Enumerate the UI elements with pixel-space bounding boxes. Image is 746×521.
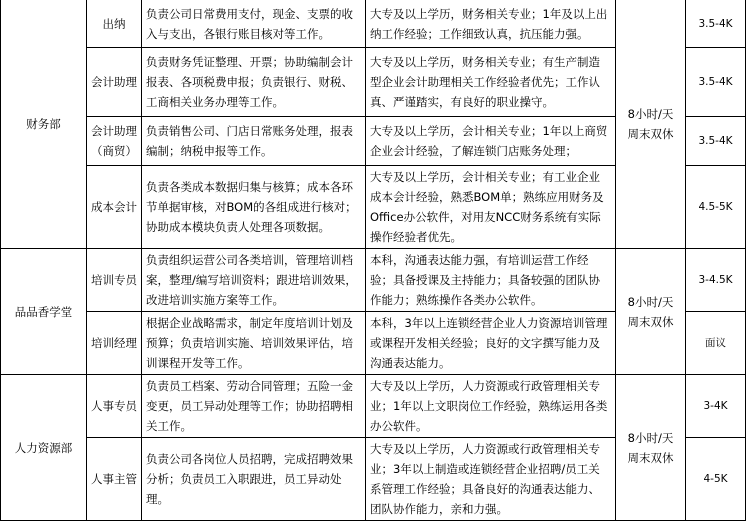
job-requirements: 大专及以上学历，财务相关专业；有生产制造型企业会计助理相关工作经验者优先；工作认真、严谨踏实，有良好的职业操守。 [366,48,616,117]
job-duties: 负责各类成本数据归集与核算；成本各环节单据审核，对BOM的各组成进行核对；协助成本模块负责人处理各项数据。 [142,166,366,249]
position-title [87,0,142,48]
position-title [87,117,142,166]
position-title-line: 会计助理 [91,124,137,138]
job-requirements: 大专及以上学历，人力资源或行政管理相关专业；1年以上文职岗位工作经验，熟练运用各类办公软件。 [366,375,616,438]
working-hours [616,249,686,375]
salary-range: 3.5-4K [686,0,746,48]
department-name: 人力资源部 [1,375,87,521]
working-hours [616,375,686,521]
job-duties: 负责财务凭证整理、开票；协助编制会计报表、各项税费申报；负责银行、财税、工商相关业务办理等工作。 [142,48,366,117]
job-requirements: 大专及以上学历，人力资源或行政管理相关专业；3年以上制造或连锁经营企业招聘/员工关系管理工作经验；具备良好的沟通表达能力、团队协作能力，亲和力强。 [366,438,616,521]
position-title-line: 成本会计 [91,200,137,214]
working-hours-line: 8小时/天 [627,107,674,121]
job-duties: 负责销售公司、门店日常账务处理，报表编制；纳税申报等工作。 [142,117,366,166]
working-hours-line: 周末双休 [627,450,674,465]
job-duties: 负责公司各岗位人员招聘，完成招聘效果分析；负责员工入职跟进，员工异动处理。 [142,438,366,521]
position-title-line: 会计助理 [91,75,137,89]
salary-range: 3.5-4K [686,48,746,117]
position-title [87,375,142,438]
department-name: 品品香学堂 [1,249,87,375]
working-hours-line: 8小时/天 [627,430,674,445]
position-title [87,48,142,117]
job-requirements: 大专及以上学历，财务相关专业；1年及以上出纳工作经验；工作细致认真，抗压能力强。 [366,0,616,48]
salary-range: 4-5K [686,438,746,521]
table-row [1,375,746,438]
position-title [87,312,142,375]
job-requirements: 大专及以上学历，会计相关专业；1年以上商贸企业会计经验，了解连锁门店账务处理； [366,117,616,166]
salary-range: 面议 [686,312,746,375]
working-hours-line: 8小时/天 [627,294,674,309]
position-title-line: （商贸） [91,144,137,158]
salary-range: 4.5-5K [686,166,746,249]
position-title-line: 人事主管 [91,472,137,486]
position-title-line: 培训经理 [91,336,137,350]
position-title [87,249,142,312]
working-hours-line: 周末双休 [627,127,674,141]
salary-range: 3-4K [686,375,746,438]
working-hours-line: 周末双休 [627,314,674,329]
job-requirements: 本科，沟通表达能力强，有培训运营工作经验；具备授课及主持能力；具备较强的团队协作能力；熟练操作各类办公软件。 [366,249,616,312]
position-title-line: 人事专员 [91,399,137,413]
working-hours [616,0,686,249]
job-duties: 负责员工档案、劳动合同管理；五险一金变更，员工异动处理等工作；协助招聘相关工作。 [142,375,366,438]
department-name: 财务部 [1,0,87,249]
job-duties: 负责组织运营公司各类培训，管理培训档案，整理/编写培训资料；跟进培训效果，改进培训实施方案等工作。 [142,249,366,312]
position-title-line: 培训专员 [91,273,137,287]
job-requirements: 大专及以上学历，会计相关专业；有工业企业成本会计经验，熟悉BOM单；熟练应用财务及Office办公软件，对用友NCC财务系统有实际操作经验者优先。 [366,166,616,249]
job-duties: 根据企业战略需求，制定年度培训计划及预算；负责培训实施、培训效果评估，培训课程开发等工作。 [142,312,366,375]
job-requirements: 本科，3年以上连锁经营企业人力资源培训管理或课程开发相关经验；良好的文字撰写能力及沟通表达能力。 [366,312,616,375]
table-row [1,249,746,312]
position-title [87,438,142,521]
salary-range: 3-4.5K [686,249,746,312]
job-duties: 负责公司日常费用支付，现金、支票的收入与支出，各银行账目核对等工作。 [142,0,366,48]
position-title [87,166,142,249]
position-title-line: 出纳 [102,16,126,31]
table-row [1,0,746,48]
salary-range: 3.5-4K [686,117,746,166]
table-body [1,0,746,521]
